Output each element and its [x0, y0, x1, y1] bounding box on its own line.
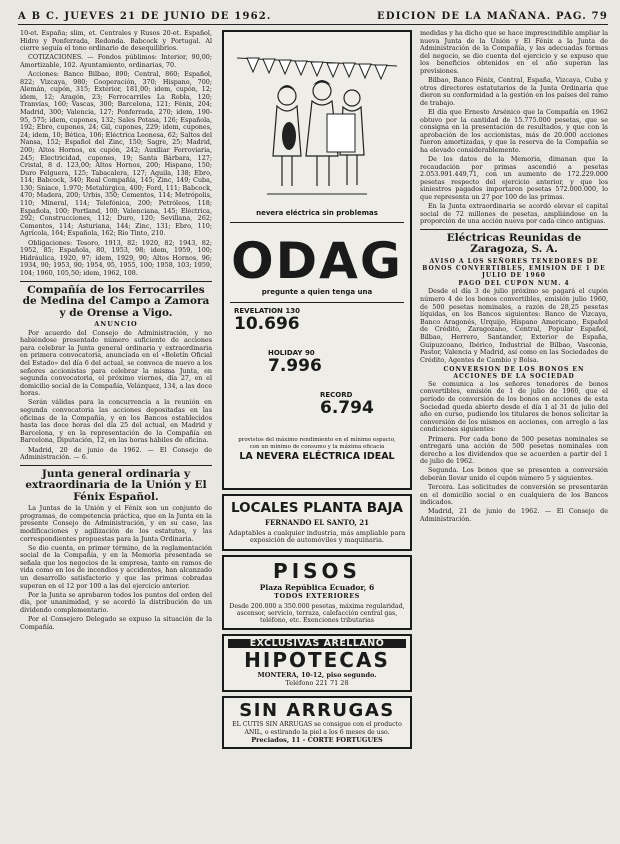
- pisos-address: Plaza República Ecuador, 6: [259, 582, 375, 592]
- pisos-title: PISOS: [273, 558, 361, 583]
- article-text: El día que Ernesto Arsénico que la Compañía en 1962 obtuvo por la cantidad de 15.775.000 pesetas, que se consigna en la presentación de resultados, y que con la aprobación de los accionistas, más de 20.000 acciones fueron amortizadas, y que la reserva de la Compañía se ha elevado considerablemente.: [420, 107, 608, 154]
- hipotecas-advertisement: [222, 634, 412, 693]
- divider: [20, 465, 212, 466]
- locales-advertisement: [222, 494, 412, 551]
- article-text: Se dio cuenta, en primer término, de la reglamentación social de la Compañía, y en la Memoria presentada se señala que los negocios de la empresa, tanto en ramos de vida como en los de incendios y accidentes, han alcanzado un desarrollo satisfactorio y que las primas cobradas superan en el 12 por 100 a las del ejercicio anterior.: [20, 543, 212, 590]
- column-3: [420, 30, 608, 838]
- locales-desc: Adaptables a cualquier industria, más ampliable para exposición de automóviles y maquinaria.: [228, 528, 406, 545]
- article-text: Por el Consejero Delegado se expuso la situación de la Compañía.: [20, 615, 212, 631]
- hipotecas-address: MONTERA, 10-12, piso segundo.: [257, 671, 377, 680]
- arrugas-advertisement: [222, 696, 412, 748]
- odag-bottom: LA NEVERA ELÉCTRICA IDEAL: [239, 451, 395, 463]
- divider: [230, 302, 404, 303]
- model-name: REVELATION 130: [234, 307, 300, 316]
- divider: [230, 222, 404, 223]
- article-text: Obligaciones: Tesoro, 1913, 82; 1920, 82; 1943, 82; 1952, 85; Española, 80, 1953, 98; idem, 1959, 100; Hidráulica, 1920, 97; idem, 1929, 90; Altos Hornos, 96; 1934, 90; 1953, 90; 1954, 95, 1955, 100; 1958, 103; 1959, 104; 1960, 105,50; idem, 1962, 108.: [20, 238, 212, 277]
- arrugas-address: Preciados, 11 - CORTE FORTUGUES: [251, 736, 383, 745]
- column-1: [20, 30, 212, 838]
- model-price: 7.996: [268, 356, 322, 377]
- article-text: Primera. Por cada bono de 500 pesetas nominales se entregará una acción de 500 pesetas nominales con derecho a los dividendos que se acuerden a partir del 1 de julio de 1962.: [420, 434, 608, 466]
- locales-title: LOCALES PLANTA BAJA: [231, 500, 403, 516]
- article-text: Por la Junta se aprobaron todos los puntos del orden del día, por unanimidad, y se acordó la distribución de un dividendo complementario.: [20, 590, 212, 614]
- model-name: RECORD: [320, 391, 353, 400]
- hipotecas-title: HIPOTECAS: [244, 648, 390, 673]
- odag-note: provistos del máximo rendimiento en el mínimo espacio, con un mínimo de consumo y la máxima eficacia: [238, 437, 396, 450]
- article-text: COTIZACIONES. — Fondos públimos: Interior, 90,00; Amortizable, 102. Ayuntamiento, ordinarias, 70.: [20, 53, 212, 69]
- locales-address: FERNANDO EL SANTO, 21: [264, 518, 370, 527]
- odag-model: [268, 349, 322, 376]
- headline-junta: Junta general ordinaria y extraordinaria de la Unión y El Fénix Español.: [25, 467, 207, 503]
- article-text: En la Junta extraordinaria se acordó elevar el capital social de 72 millones de pesetas, ampliándose en la proporción de una acción nueva por cada cinco antiguas.: [420, 202, 608, 226]
- hipotecas-top: EXCLUSIVAS ARELLANO: [228, 639, 406, 649]
- article-text: Por acuerdo del Consejo de Administración, y no habiéndose presentado número suficiente de acciones para celebrar la Junta general ordinaria y extraordinaria en primera convocatoria, anunciada en el «Boletín Oficial del Estado» del día 6 del actual, se convoca de nuevo a los señores accionistas para celebrar la misma Junta, en segunda convocatoria, el próximo viernes, día 27, en el domicilio social de la Compañía, Velázquez, 134, a las doce horas.: [20, 328, 212, 398]
- odag-models: [224, 307, 410, 437]
- pisos-advertisement: [222, 555, 412, 630]
- article-text: De los datos de la Memoria, dimanan que la recaudación por primas ascendió a pesetas 2.053.991.449,71, con un aumento de 172.229.000 pesetas respecto del ejercicio anterior, y que los siniestros pagados importaron pesetas 572.000.000, lo que representa un 27 por 100 de las primas.: [420, 155, 608, 201]
- article-text: medidas y ha dicho que se hace imprescindible ampliar la nueva Junta de la Unión y El Fénix a la Junta de Administración de la Compañía, y las adecuadas formas del negocio, se dio cuenta del ejercicio y se expuso que los beneficios obtenidos en el año superan las previsiones.: [420, 30, 608, 75]
- column-2: [222, 30, 412, 838]
- article-text: Tercera. Las solicitudes de conversión se presentarán en el domicilio social o en cualquiera de los Bancos indicados.: [420, 483, 608, 507]
- conversion-heading: CONVERSION DE LOS BONOS EN ACCIONES DE LA SOCIEDAD: [443, 365, 585, 380]
- model-name: HOLIDAY 90: [268, 349, 315, 358]
- article-text: Serán válidas para la concurrencia a la reunión en segunda convocatoria las acciones depositadas en las oficinas de la Compañía, y en los Bancos establecidos hasta las doce horas del día 25 del actual, en Madrid y Barcelona, y en la representación de la Compañía en Barcelona, Diputación, 12, en las horas hábiles de oficina.: [20, 398, 212, 445]
- article-text: Madrid, 20 de junio de 1962. — El Consejo de Administración. — 6.: [20, 445, 212, 462]
- odag-model: [320, 391, 374, 418]
- model-price: 10.696: [234, 314, 300, 335]
- header-right: EDICION DE LA MAÑANA. PAG. 79: [377, 10, 608, 22]
- article-text: 10-et. España; slim, et. Centrales y Rusos 20-et. Español, Hidro y Ponferrada, Redonda. Babcock y Portugal. Al cierre seguía el tono ordinario de desequilibrios.: [20, 30, 212, 53]
- pago-heading: PAGO DEL CUPON NUM. 4: [458, 279, 570, 287]
- article-text: Segunda. Los bonos que se presenten a conversión deberán llevar unido el cupón número 5 y siguientes.: [420, 466, 608, 482]
- odag-slogan-top: nevera eléctrica sin problemas: [256, 209, 378, 217]
- headline-ferrocarriles: Compañía de los Ferrocarriles de Medina del Campo a Zamora y de Orense a Vigo.: [22, 283, 210, 319]
- article-text: Madrid, 21 de junio de 1962. — El Consejo de Administración.: [420, 507, 608, 523]
- arrugas-desc: EL CUTIS SIN ARRUGAS se consigue con el producto ANIL, o estirando la piel a los 6 meses de uso.: [232, 721, 402, 736]
- odag-slogan-bottom: pregunte a quien tenga una: [261, 287, 373, 296]
- model-price: 6.794: [320, 398, 374, 419]
- odag-brand: ODAG: [231, 231, 403, 290]
- headline-electricas: Eléctricas Reunidas de Zaragoza, S. A.: [446, 231, 582, 256]
- article-text: Desde el día 3 de julio próximo se pagará el cupón número 4 de los bonos convertibles, emisión julio 1960, de 500 pesetas nominales, a razón de 28,25 pesetas líquidas, en los Bancos siguientes: Banco de Vizcaya, Banco Aragonés, Urquijo, Hispano Americano, Español de Crédito, Zaragozano, Central, Popular Español, Bilbao, Herrero, Santander, Exterior de España, Guipuzcoano, Ibérico, Industrial de Bilbao, Vasconia, Pastor, Valencia y Madrid, así como en las Sociedades de Crédito, Agentes de Cambio y Bolsa.: [420, 287, 608, 364]
- article-text: Bilbao, Banco Fénix, Central, España, Vizcaya, Cuba y otros directores estatutarios de la Junta Ordinaria que dieron su conformidad a la gestión en los países del ramo de trabajo.: [420, 76, 608, 107]
- pisos-sub: TODOS EXTERIORES: [274, 592, 360, 601]
- aviso-heading: AVISO A LOS SEÑORES TENEDORES DE BONOS CONVERTIBLES, EMISION DE 1 DE JULIO DE 1960: [422, 257, 606, 279]
- subheading: ANUNCIO: [94, 320, 138, 328]
- odag-advertisement: [222, 30, 412, 490]
- divider: [20, 281, 212, 282]
- article-text: Acciones: Banco Bilbao, 890; Central, 860; Español, 822; Vizcaya, 980; Cooperación, 370; Hispano, 700; Alemán, cupón, 315; Exterior, 181,00; idem, cupón, 12; idem, 12; Aragón, 23; Ferrocarriles La Robla, 120; Tranvías, 160; Vascas, 300; Barcelona, 121; Fénix, 204; Madrid, 300; Valencia, 127; Ponferrada, 270; idem, 190-95, 575; idem, cupones, 132; Sales Potasa, 126; Española, 192; Ebro, cupones, 24; Gil, cupones, 229; idem, cupones, 24; idem, 10; Bética, 106; Eléctrica Leonesa, 62; Saltos del Nansa, 152; Español del Zinc, 150; Sagre, 25; Madrid, 200; Altos Hornos, ex cupón, 242; Auxiliar Ferroviaria, 245; Electricidad, cupones, 19; Santa Bárbara, 127; Cristal, 8 d. 123,00; Altos Hornos, 200; Hispano, 150; Duro Felguera, 125; Tabacalera, 127; Aguila, 138; Ebro, 114; Babcock, 340; Real Compañía, 145; Zinc, 149; Cuba, 130; Sniace, 1.970; Metalúrgica, 400; Ford, 111; Babcock, 470; Madera, 200; Urbis, 350; Cementos, 114; Metrópolis, 110; Mineral, 114; Telefónica, 200; Petróleos, 118; Española, 100; Portland, 100; Valenciana, 145; Eléctrica, 292; Construcciones, 112; Duro, 120; Sevillana, 262; Cementos, 114; Asturiana, 144; Zinc, 131; Ebro, 110; Agrícola, 164; Española, 162; Rio Tinto, 210.: [20, 69, 212, 238]
- header-left: A B C. JUEVES 21 DE JUNIO DE 1962.: [18, 10, 272, 22]
- odag-model: [234, 307, 300, 334]
- article-text: Se comunica a los señores tenedores de bonos convertibles, emisión de 1 de julio de 1960, que el período de conversión de los bonos en acciones de esta Sociedad queda abierto desde el día 1 al 31 de julio del año en curso, pudiendo los titulares de bonos solicitar la conversión de los mismos en acciones, con arreglo a las condiciones siguientes:: [420, 379, 608, 434]
- page-header: [18, 8, 608, 25]
- family-illustration: [227, 36, 407, 206]
- hipotecas-phone: Teléfono 221 71 28: [285, 678, 349, 687]
- pisos-desc: Desde 200.000 a 350.000 pesetas, máxima regularidad, ascensor, servicio, terraza, calefacción central gas, teléfono, etc. Exenciones tributarias: [229, 602, 405, 625]
- arrugas-title: SIN ARRUGAS: [239, 700, 395, 722]
- divider: [420, 229, 608, 230]
- article-text: La Juntas de la Unión y el Fénix son un conjunto de programas, de competencia práctica, que en la Junta en la presente Consejo de Administración, y en su caso, las modificaciones y agilización de los estatutos, y las correspondientes propuestas para la Junta Ordinaria.: [20, 504, 212, 543]
